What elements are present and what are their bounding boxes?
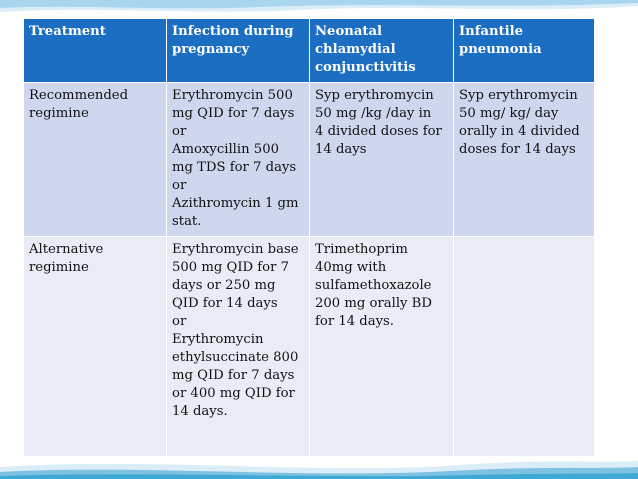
table-row	[24, 237, 595, 457]
row-label-recommended: Recommended regimine	[24, 83, 167, 237]
header-row	[24, 19, 595, 83]
table-row	[24, 83, 595, 237]
table-cell: Trimethoprim 40mg with sulfamethoxazole 200 mg orally BD for 14 days.	[310, 237, 454, 457]
header-infantile-pneumonia: Infantile pneumonia	[454, 19, 595, 83]
header-treatment: Treatment	[24, 19, 167, 83]
row-label-alternative: Alternative regimine	[24, 237, 167, 457]
table-cell: Syp erythromycin 50 mg/ kg/ day orally in 4 divided doses for 14 days	[454, 83, 595, 237]
table-cell	[454, 237, 595, 457]
table-cell: Erythromycin base 500 mg QID for 7 days or 250 mg QID for 14 days or Erythromycin ethylsuccinate 800 mg QID for 7 days or 400 mg QID for 14 days.	[167, 237, 310, 457]
treatment-table	[23, 18, 595, 457]
top-wave-decoration	[0, 0, 638, 20]
table-cell: Syp erythromycin 50 mg /kg /day in 4 divided doses for 14 days	[310, 83, 454, 237]
header-infection-during-pregnancy: Infection during pregnancy	[167, 19, 310, 83]
header-neonatal-conjunctivitis: Neonatal chlamydial conjunctivitis	[310, 19, 454, 83]
table-cell: Erythromycin 500 mg QID for 7 days or Amoxycillin 500 mg TDS for 7 days or Azithromycin 1 gm stat.	[167, 83, 310, 237]
